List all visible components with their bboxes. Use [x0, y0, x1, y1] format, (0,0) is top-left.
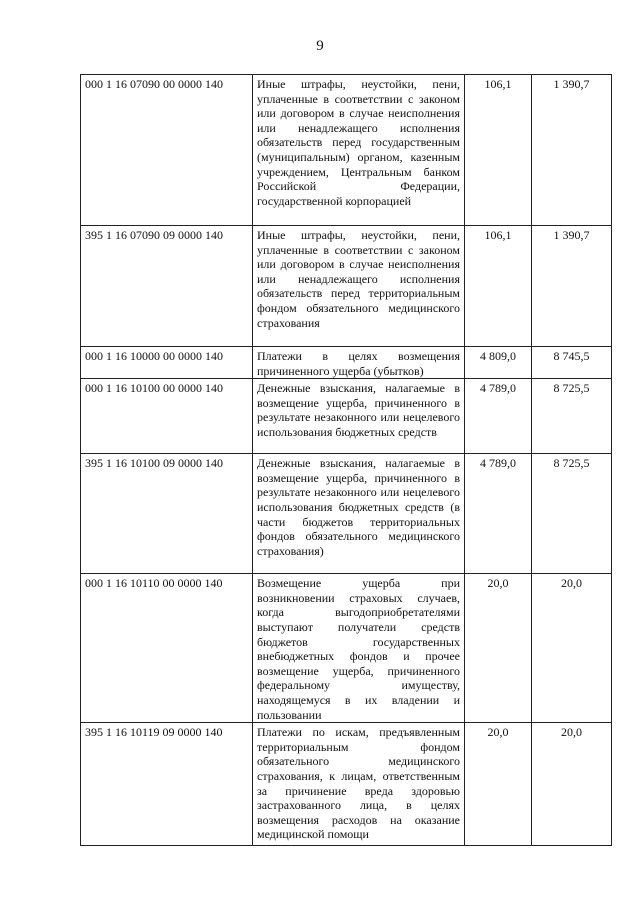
description-cell: Платежи по искам, предъявленным территориальным фондом обязательного медицинского страхования, к лицам, ответственным за причинение вреда здоровью застрахованного лица, в целях возмещения расходов на оказание медицинской помощи [253, 723, 465, 846]
table-row [81, 574, 612, 723]
budget-code-cell: 395 1 16 07090 09 0000 140 [81, 226, 253, 347]
value-1-cell: 4 809,0 [465, 347, 532, 379]
value-2-cell: 1 390,7 [532, 226, 612, 347]
budget-revenue-table [80, 74, 612, 846]
value-2-cell: 20,0 [532, 574, 612, 723]
description-cell: Денежные взыскания, налагаемые в возмещение ущерба, причиненного в результате незаконного или нецелевого использования бюджетных средств (в части бюджетов территориальных фондов обязательного медицинского страхования) [253, 454, 465, 574]
description-cell: Возмещение ущерба при возникновении страховых случаев, когда выгодоприобретателями выступают получатели средств бюджетов государственных внебюджетных фондов и прочее возмещение ущерба, причиненного федеральному имуществу, находящемуся в их владении и пользовании [253, 574, 465, 723]
value-1-cell: 106,1 [465, 75, 532, 226]
table-row [81, 454, 612, 574]
table-row [81, 75, 612, 226]
value-2-cell: 8 725,5 [532, 379, 612, 454]
table-row [81, 723, 612, 846]
description-cell: Денежные взыскания, налагаемые в возмещение ущерба, причиненного в результате незаконного или нецелевого использования бюджетных средств [253, 379, 465, 454]
value-2-cell: 1 390,7 [532, 75, 612, 226]
table-row [81, 379, 612, 454]
value-1-cell: 20,0 [465, 574, 532, 723]
description-cell: Иные штрафы, неустойки, пени, уплаченные в соответствии с законом или договором в случае неисполнения или ненадлежащего исполнения обязательств перед государственным (муниципальным) органом, казенным учреждением, Центральным банком Российской Федерации, государственной корпорацией [253, 75, 465, 226]
value-1-cell: 4 789,0 [465, 379, 532, 454]
budget-code-cell: 000 1 16 07090 00 0000 140 [81, 75, 253, 226]
table-row [81, 347, 612, 379]
value-2-cell: 8 745,5 [532, 347, 612, 379]
value-1-cell: 20,0 [465, 723, 532, 846]
budget-code-cell: 000 1 16 10100 00 0000 140 [81, 379, 253, 454]
budget-code-cell: 395 1 16 10100 09 0000 140 [81, 454, 253, 574]
budget-code-cell: 395 1 16 10119 09 0000 140 [81, 723, 253, 846]
value-2-cell: 20,0 [532, 723, 612, 846]
description-cell: Иные штрафы, неустойки, пени, уплаченные в соответствии с законом или договором в случае неисполнения или ненадлежащего исполнения обязательств перед территориальным фондом обязательного медицинского страхования [253, 226, 465, 347]
description-cell: Платежи в целях возмещения причиненного ущерба (убытков) [253, 347, 465, 379]
budget-code-cell: 000 1 16 10000 00 0000 140 [81, 347, 253, 379]
value-2-cell: 8 725,5 [532, 454, 612, 574]
value-1-cell: 4 789,0 [465, 454, 532, 574]
budget-code-cell: 000 1 16 10110 00 0000 140 [81, 574, 253, 723]
page-number: 9 [316, 38, 324, 54]
value-1-cell: 106,1 [465, 226, 532, 347]
table-row [81, 226, 612, 347]
